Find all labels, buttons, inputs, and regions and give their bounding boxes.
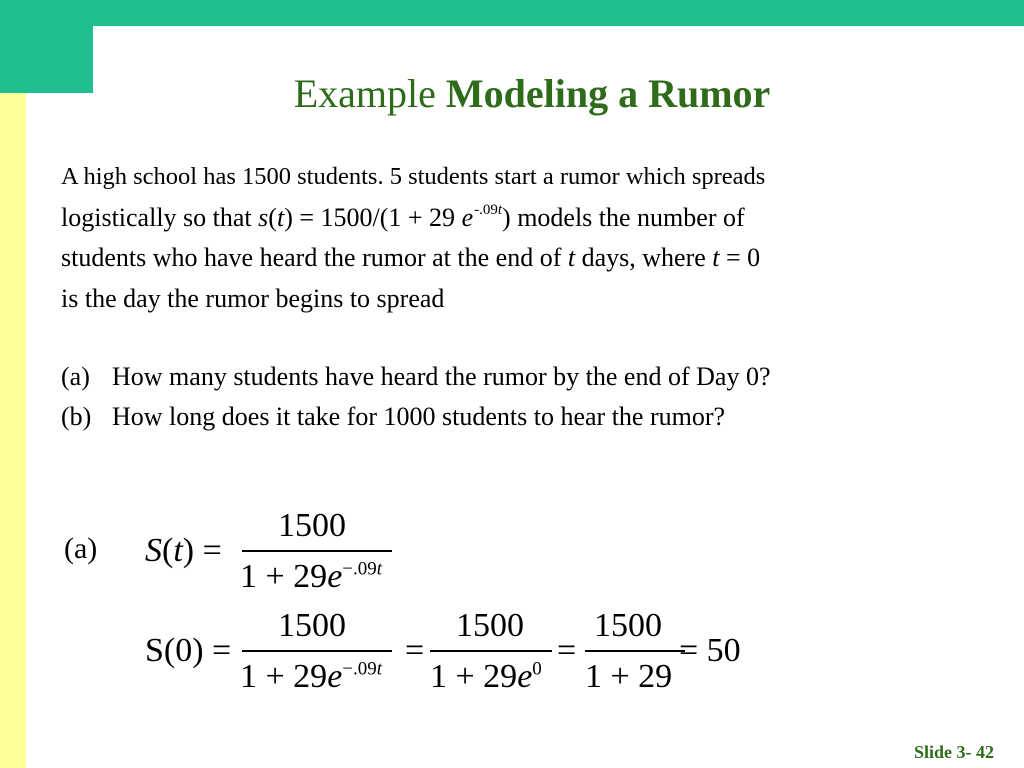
fraction-bar xyxy=(585,650,685,652)
eq1-numerator: 1500 xyxy=(278,507,346,544)
solution-part-label: (a) xyxy=(64,532,98,565)
problem-line-1: A high school has 1500 students. 5 students start a rumor which spreads xyxy=(61,163,766,190)
eq2-fraction1-denominator xyxy=(240,658,382,696)
question-label: (b) xyxy=(61,402,92,431)
exponent-var: t xyxy=(376,658,383,680)
question-text: How many students have heard the rumor by the end of Day 0? xyxy=(112,362,771,391)
fraction-bar xyxy=(430,650,552,652)
exponent xyxy=(474,202,502,218)
text-run: 1 + 29 xyxy=(240,558,328,595)
left-accent-strip xyxy=(0,93,26,768)
question-b xyxy=(61,402,725,432)
eq2-equals-sign: = xyxy=(557,632,577,669)
var-t: t xyxy=(276,202,285,232)
problem-line-3 xyxy=(61,238,991,279)
title-main: Modeling a Rumor xyxy=(445,71,771,116)
eq2-fraction1-numerator: 1500 xyxy=(278,607,346,644)
var-t: t xyxy=(712,243,720,272)
var-t: t xyxy=(567,243,576,272)
exponent-value: -.09 xyxy=(474,201,498,218)
var-e: e xyxy=(327,558,343,595)
var-S: S xyxy=(145,532,162,569)
text-run: ( xyxy=(268,202,277,232)
eq2-equals-sign: = xyxy=(405,632,425,669)
var-s: s xyxy=(258,202,269,232)
top-accent-bar xyxy=(0,0,1024,26)
fraction-bar xyxy=(242,650,392,652)
exponent: 0 xyxy=(532,658,542,680)
text-run: 1 + 29 xyxy=(430,658,518,695)
text-run: days, where xyxy=(575,243,713,272)
title-prefix: Example xyxy=(293,71,436,116)
var-e: e xyxy=(461,202,474,232)
problem-statement xyxy=(61,157,991,319)
text-run: ) = 1500/(1 + 29 xyxy=(284,202,462,232)
eq2-result: = 50 xyxy=(679,632,741,669)
eq2-fraction3-numerator: 1500 xyxy=(594,607,662,644)
question-label: (a) xyxy=(61,362,90,391)
eq1-lhs: S(t) = xyxy=(145,532,222,569)
eq2-fraction2-denominator xyxy=(430,658,542,696)
var-e: e xyxy=(327,658,343,695)
problem-line-2 xyxy=(61,198,991,239)
question-a xyxy=(61,362,770,392)
slide-number: Slide 3- 42 xyxy=(913,742,994,762)
var-e: e xyxy=(517,658,533,695)
eq2-lhs: S(0) = xyxy=(145,632,232,669)
text-run: students who have heard the rumor at the end of xyxy=(61,243,568,272)
text-run: logistically so that xyxy=(61,202,259,232)
exponent xyxy=(342,659,382,680)
var-t: t xyxy=(173,532,183,569)
eq2-fraction2-numerator: 1500 xyxy=(456,607,524,644)
exponent-value: −.09 xyxy=(342,658,377,680)
question-text: How long does it take for 1000 students to hear the rumor? xyxy=(112,402,726,431)
exponent-var: t xyxy=(497,201,503,218)
eq1-denominator xyxy=(240,558,382,596)
exponent-var: t xyxy=(376,558,383,580)
exponent xyxy=(342,559,382,580)
eq2-fraction3-denominator: 1 + 29 xyxy=(585,658,673,695)
slide-title xyxy=(0,70,1024,117)
exponent-value: −.09 xyxy=(342,558,377,580)
text-run: ) models the number of xyxy=(502,202,745,232)
fraction-bar xyxy=(242,550,392,552)
text-run: 1 + 29 xyxy=(240,658,328,695)
text-run: = 0 xyxy=(719,243,761,272)
problem-line-4: is the day the rumor begins to spread xyxy=(61,283,445,313)
